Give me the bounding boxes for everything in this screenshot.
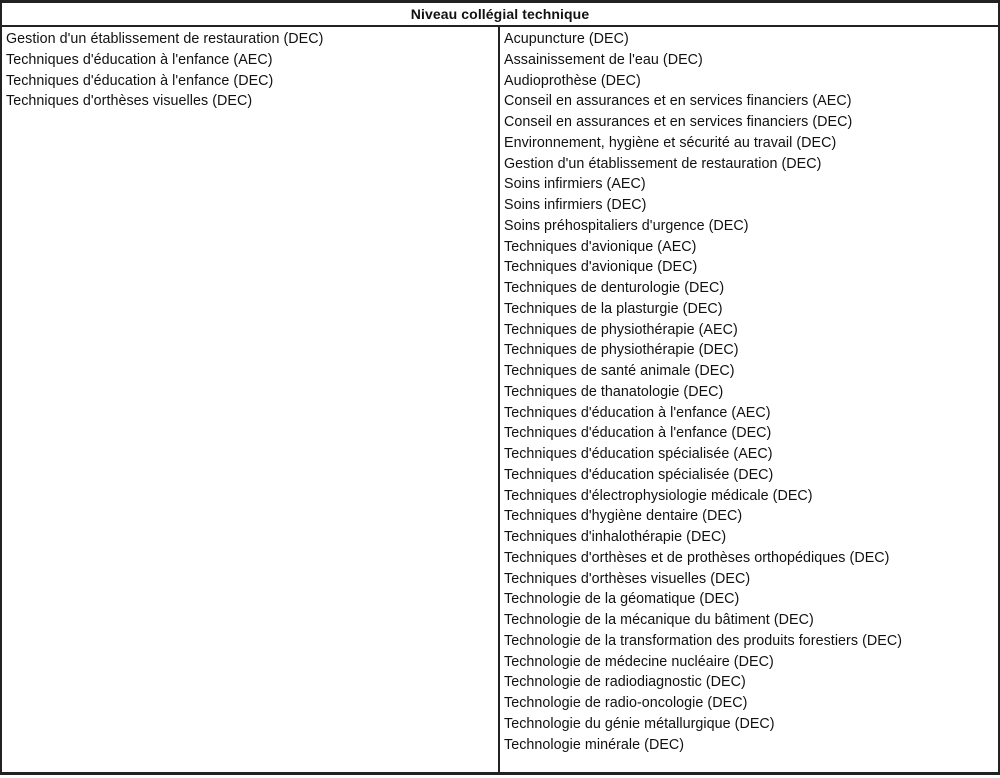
right-column-item: Techniques d'avionique (DEC) bbox=[504, 259, 698, 276]
right-column bbox=[500, 27, 998, 772]
right-column-item: Techniques d'éducation spécialisée (AEC) bbox=[504, 446, 773, 462]
right-column-item: Technologie minérale (DEC) bbox=[504, 736, 685, 753]
right-column-item: Techniques de santé animale (DEC) bbox=[504, 363, 735, 379]
right-column-item: Technologie de la transformation des produits forestiers (DEC) bbox=[504, 632, 903, 649]
right-column-item: Techniques de la plasturgie (DEC) bbox=[504, 300, 723, 317]
table-body bbox=[0, 27, 1000, 775]
right-column-item: Technologie du génie métallurgique (DEC) bbox=[504, 715, 775, 732]
right-column-item: Techniques d'électrophysiologie médicale (DEC) bbox=[504, 487, 813, 504]
right-column-item: Assainissement de l'eau (DEC) bbox=[504, 51, 703, 68]
right-column-item: Techniques d'éducation à l'enfance (DEC) bbox=[504, 425, 772, 442]
right-column-item: Soins infirmiers (AEC) bbox=[504, 176, 646, 193]
left-column-item: Techniques d'orthèses visuelles (DEC) bbox=[6, 93, 253, 110]
left-column bbox=[2, 27, 500, 772]
right-column-item: Gestion d'un établissement de restauration (DEC) bbox=[504, 155, 822, 172]
right-column-item: Techniques d'inhalothérapie (DEC) bbox=[504, 529, 727, 545]
right-column-item: Technologie de médecine nucléaire (DEC) bbox=[504, 653, 774, 670]
right-column-item: Techniques d'hygiène dentaire (DEC) bbox=[504, 508, 743, 525]
right-column-item: Techniques d'éducation à l'enfance (AEC) bbox=[504, 404, 771, 421]
right-column-item: Soins préhospitaliers d'urgence (DEC) bbox=[504, 217, 749, 234]
table-header bbox=[0, 3, 1000, 27]
right-column-item: Techniques de thanatologie (DEC) bbox=[504, 383, 724, 400]
right-column-item: Technologie de la géomatique (DEC) bbox=[504, 591, 740, 608]
left-column-item: Techniques d'éducation à l'enfance (DEC) bbox=[6, 72, 274, 89]
right-column-item: Techniques d'orthèses et de prothèses orthopédiques (DEC) bbox=[504, 549, 890, 566]
left-column-item: Techniques d'éducation à l'enfance (AEC) bbox=[6, 51, 273, 68]
table-title: Niveau collégial technique bbox=[410, 6, 590, 22]
right-column-item: Technologie de radio-oncologie (DEC) bbox=[504, 695, 748, 711]
right-column-item: Acupuncture (DEC) bbox=[504, 31, 629, 47]
right-column-item: Conseil en assurances et en services financiers (DEC) bbox=[504, 114, 853, 130]
right-column-item: Conseil en assurances et en services financiers (AEC) bbox=[504, 93, 852, 110]
right-column-item: Technologie de radiodiagnostic (DEC) bbox=[504, 674, 746, 691]
right-column-item: Audioprothèse (DEC) bbox=[504, 72, 641, 89]
right-column-item: Techniques d'avionique (AEC) bbox=[504, 238, 697, 255]
right-column-item: Techniques de physiothérapie (AEC) bbox=[504, 321, 738, 338]
right-column-item: Environnement, hygiène et sécurité au travail (DEC) bbox=[504, 134, 837, 151]
left-column-item: Gestion d'un établissement de restauration (DEC) bbox=[6, 31, 324, 47]
right-column-item: Techniques d'éducation spécialisée (DEC) bbox=[504, 466, 774, 483]
right-column-item: Techniques d'orthèses visuelles (DEC) bbox=[504, 570, 751, 587]
right-column-item: Techniques de denturologie (DEC) bbox=[504, 280, 725, 296]
right-column-item: Soins infirmiers (DEC) bbox=[504, 197, 647, 213]
right-column-item: Techniques de physiothérapie (DEC) bbox=[504, 342, 739, 359]
right-column-item: Technologie de la mécanique du bâtiment (DEC) bbox=[504, 612, 814, 628]
